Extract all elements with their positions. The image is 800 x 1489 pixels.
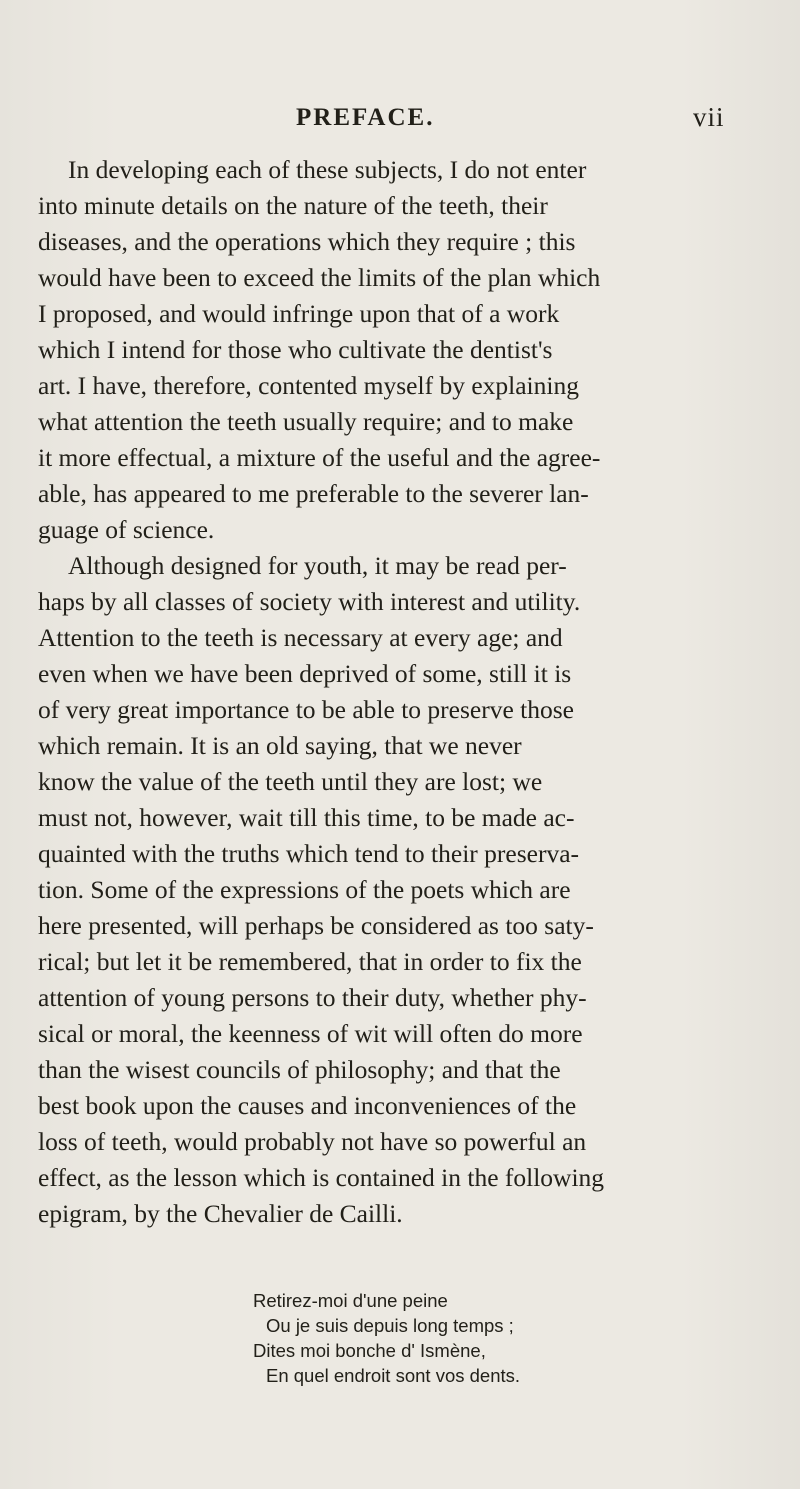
text-line: which I intend for those who cultivate the dentist's xyxy=(38,335,553,364)
verse-line: Retirez-moi d'une peine xyxy=(253,1290,448,1311)
text-line: haps by all classes of society with interest and utility. xyxy=(38,587,581,616)
text-line: Although designed for youth, it may be read per- xyxy=(68,551,567,580)
running-head xyxy=(0,102,800,142)
text-line: able, has appeared to me preferable to the severer lan- xyxy=(38,479,589,508)
text-line: what attention the teeth usually require; and to make xyxy=(38,407,574,436)
text-line: of very great importance to be able to preserve those xyxy=(38,695,574,724)
text-line: epigram, by the Chevalier de Cailli. xyxy=(38,1199,403,1228)
text-line: tion. Some of the expressions of the poets which are xyxy=(38,875,571,904)
text-line: Attention to the teeth is necessary at every age; and xyxy=(38,623,563,652)
text-line: guage of science. xyxy=(38,515,215,544)
text-line: effect, as the lesson which is contained in the following xyxy=(38,1163,605,1192)
text-line: rical; but let it be remembered, that in order to fix the xyxy=(38,947,582,976)
text-line: even when we have been deprived of some, still it is xyxy=(38,659,572,688)
running-head-title: PREFACE. xyxy=(296,104,435,131)
text-line: know the value of the teeth until they are lost; we xyxy=(38,767,543,796)
text-line: quainted with the truths which tend to their preserva- xyxy=(38,839,580,868)
text-line: In developing each of these subjects, I do not enter xyxy=(68,155,587,184)
text-line: into minute details on the nature of the teeth, their xyxy=(38,191,548,220)
verse-line: En quel endroit sont vos dents. xyxy=(266,1365,521,1386)
text-line: sical or moral, the keenness of wit will often do more xyxy=(38,1019,583,1048)
text-line: which remain. It is an old saying, that we never xyxy=(38,731,522,760)
verse-line: Ou je suis depuis long temps ; xyxy=(266,1315,514,1336)
page-number: vii xyxy=(693,102,725,132)
text-line: here presented, will perhaps be considered as too saty- xyxy=(38,911,594,940)
text-line: it more effectual, a mixture of the useful and the agree- xyxy=(38,443,601,472)
text-line: must not, however, wait till this time, to be made ac- xyxy=(38,803,575,832)
verse-line: Dites moi bonche d' Ismène, xyxy=(253,1340,486,1361)
text-line: diseases, and the operations which they require ; this xyxy=(38,227,576,256)
text-line: would have been to exceed the limits of the plan which xyxy=(38,263,601,292)
text-line: I proposed, and would infringe upon that of a work xyxy=(38,299,560,328)
text-line: than the wisest councils of philosophy; and that the xyxy=(38,1055,561,1084)
text-line: loss of teeth, would probably not have so powerful an xyxy=(38,1127,587,1156)
text-line: art. I have, therefore, contented myself by explaining xyxy=(38,371,579,400)
text-line: best book upon the causes and inconveniences of the xyxy=(38,1091,577,1120)
text-line: attention of young persons to their duty, whether phy- xyxy=(38,983,587,1012)
